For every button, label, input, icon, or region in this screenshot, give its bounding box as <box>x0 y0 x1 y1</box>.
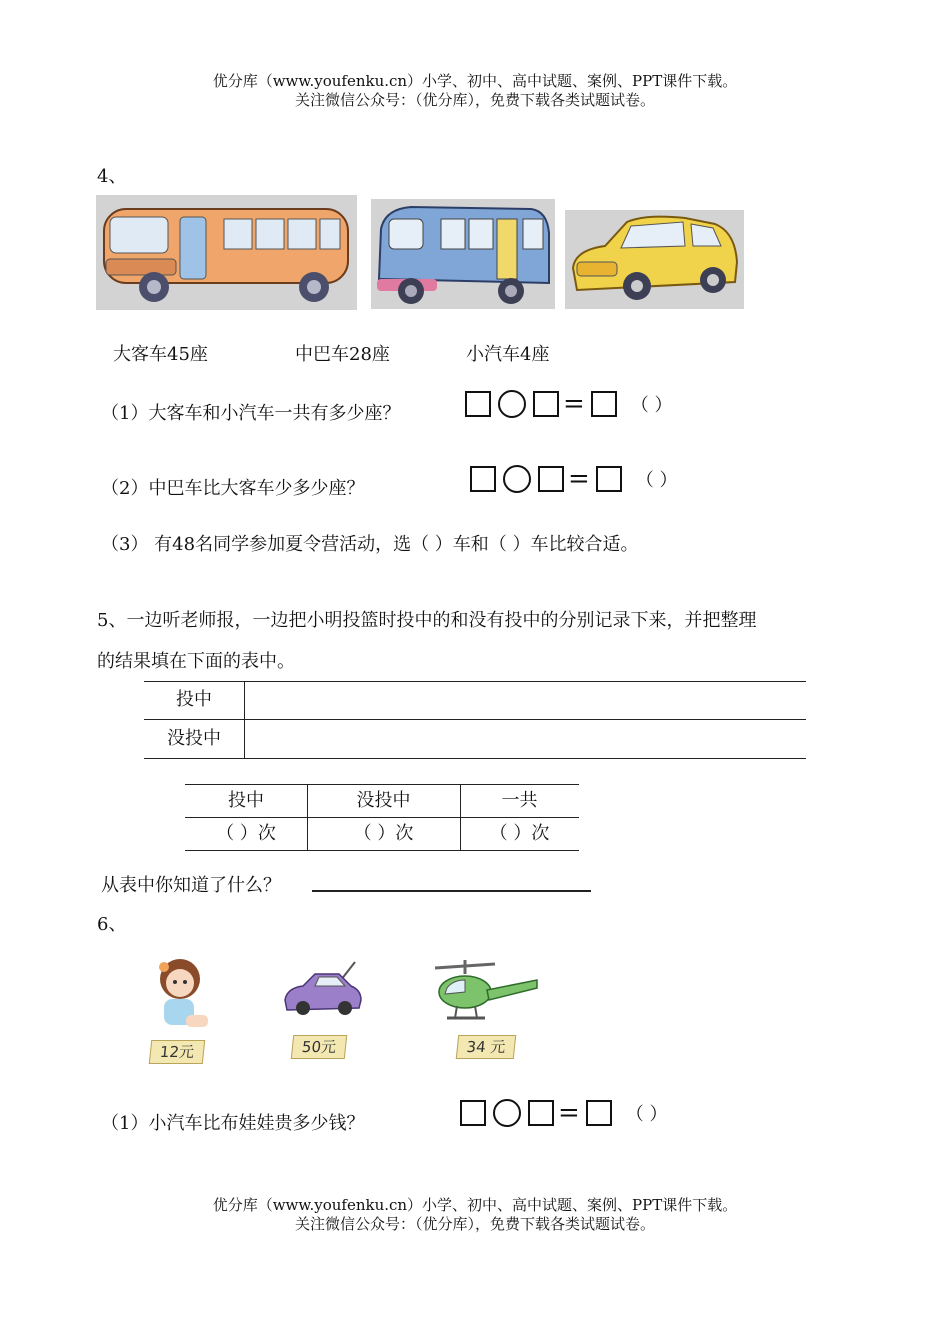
unit-paren[interactable]: （ ） <box>635 470 678 491</box>
label-car: 小汽车4座 <box>466 344 550 365</box>
summary-cell[interactable]: （ ）次 <box>353 823 414 844</box>
q5-line-2: 的结果填在下面的表中。 <box>97 651 295 672</box>
answer-box[interactable] <box>586 1100 612 1126</box>
summary-header: 投中 <box>228 790 264 811</box>
answer-box[interactable] <box>470 466 496 492</box>
q5-question: 从表中你知道了什么？ <box>101 875 281 896</box>
q4-sub1-formula <box>465 390 673 418</box>
header-line-1: 优分库（www.youfenku.cn）小学、初中、高中试题、案例、PPT课件下载。 <box>212 72 738 90</box>
price-tag-doll: 12元 <box>149 1040 206 1064</box>
bus-illustration <box>96 195 357 310</box>
answer-line[interactable] <box>312 890 591 892</box>
car-illustration <box>565 210 744 309</box>
toy-car-illustration <box>281 960 363 1020</box>
q4-sub3: （3） 有48名同学参加夏令营活动，选（ ）车和（ ）车比较合适。 <box>101 534 639 555</box>
answer-box[interactable] <box>591 391 617 417</box>
q4-number: 4、 <box>97 166 127 187</box>
equals-sign: = <box>568 464 590 494</box>
footer-line-2: 关注微信公众号：（优分库），免费下载各类试题试卷。 <box>294 1215 655 1233</box>
price-tag-helicopter: 34 元 <box>456 1035 517 1059</box>
q6-sub1-formula <box>460 1099 668 1127</box>
operator-circle[interactable] <box>503 465 531 493</box>
summary-header: 没投中 <box>356 790 411 811</box>
unit-paren[interactable]: （ ） <box>625 1104 668 1125</box>
record-row-label: 没投中 <box>167 728 221 749</box>
summary-cell[interactable]: （ ）次 <box>489 823 550 844</box>
summary-header: 一共 <box>501 790 538 811</box>
unit-paren[interactable]: （ ） <box>630 395 673 416</box>
operator-circle[interactable] <box>493 1099 521 1127</box>
helicopter-illustration <box>425 958 543 1030</box>
answer-box[interactable] <box>538 466 564 492</box>
summary-cell[interactable]: （ ）次 <box>216 823 276 844</box>
answer-box[interactable] <box>596 466 622 492</box>
minibus-picture <box>371 199 555 309</box>
price-tag-car: 50元 <box>291 1035 348 1059</box>
answer-box[interactable] <box>533 391 559 417</box>
answer-box[interactable] <box>465 391 491 417</box>
label-minibus: 中巴车28座 <box>295 344 390 365</box>
car-picture <box>565 210 744 309</box>
q4-sub1: （1）大客车和小汽车一共有多少座？ <box>101 403 401 424</box>
answer-box[interactable] <box>460 1100 486 1126</box>
bus-picture <box>96 195 357 310</box>
record-row-label: 投中 <box>176 689 212 710</box>
label-large-bus: 大客车45座 <box>113 344 208 365</box>
equals-sign: = <box>558 1098 580 1128</box>
q4-sub2: （2）中巴车比大客车少多少座？ <box>101 478 365 499</box>
q6-number: 6、 <box>97 914 127 935</box>
header-line-2: 关注微信公众号：（优分库），免费下载各类试题试卷。 <box>294 91 655 109</box>
answer-box[interactable] <box>528 1100 554 1126</box>
footer-line-1: 优分库（www.youfenku.cn）小学、初中、高中试题、案例、PPT课件下载。 <box>212 1196 738 1214</box>
doll-illustration <box>150 955 212 1037</box>
equals-sign: = <box>563 389 585 419</box>
minibus-illustration <box>371 199 555 309</box>
operator-circle[interactable] <box>498 390 526 418</box>
q5-line-1: 5、一边听老师报，一边把小明投篮时投中的和没有投中的分别记录下来，并把整理 <box>97 610 757 631</box>
q4-sub2-formula <box>470 465 678 493</box>
q6-sub1: （1）小汽车比布娃娃贵多少钱？ <box>101 1113 365 1134</box>
